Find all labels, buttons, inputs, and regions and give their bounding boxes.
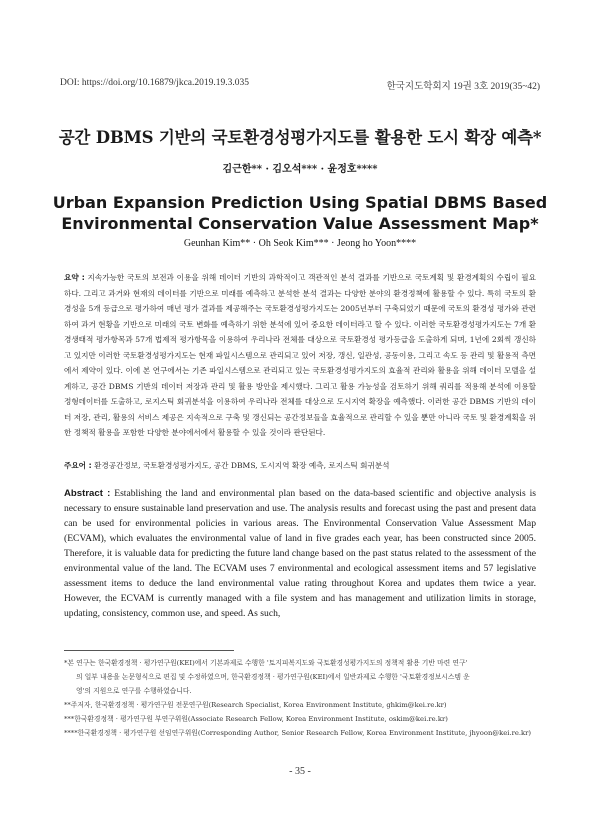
title-english-line-1: Urban Expansion Prediction Using Spatial DBMS Based [52, 193, 548, 212]
title-english-line-2: Environmental Conservation Value Assessment Map* [61, 214, 539, 233]
footnote-funding-line-2: 의 일부 내용을 논문형식으로 편집 및 수정하였으며, 한국환경정책 · 평가연구원(KEI)에서 일반과제로 수행한 '국토환경정보시스템 운 [76, 673, 470, 681]
title-korean: 공간 DBMS 기반의 국토환경성평가지도를 활용한 도시 확장 예측* [58, 128, 542, 147]
abstract-korean-text: 지속가능한 국토의 보전과 이용을 위해 데이터 기반의 과학적이고 객관적인 분석 결과를 기반으로 국토계획 및 환경계획의 수립이 필요하다. 그리고 과거와 현재의 데이터를 기반으로 미래를 예측하고 분석한 분석 결과는 다양한 분야의 환경정책에 활용할 수 있다. 특히 국토의 환경성을 5개 등급으로 평가하여 매년 평가 결과를 제공해주는 국토환경성평가지도는 2005년부터 구축되었기 때문에 국토의 환경성 평가와 관련하여 과거 현황을 기반으로 미래의 국토 변화를 예측하기 위한 분석에 있어 중요한 데이터라고 할 수 있다. 이러한 국토환경성평가지도는 7개 환경생태적 평가항목과 57개 법제적 평가항목을 이용하여 우리나라 전체를 대상으로 국토환경성 평가등급을 도출하게 되며, 1년에 2회씩 갱신하고 있지만 이러한 국토환경성평가지도는 현재 파일시스템으로 관리되고 있어 저장, 갱신, 일관성, 공동이용, 그리고 속도 등 관리 및 활용적 측면에서 제약이 있다. 이에 본 연구에서는 기존 파일시스템으로 관리되고 있는 국토환경성평가지도의 효율적 관리와 활용을 위해 데이터 모델을 설계하고, 공간 DBMS 기반의 데이터 저장과 관리 및 활용 방안을 제시했다. 그리고 활용 가능성을 검토하기 위해 쿼리를 적용해 분석에 이용할 정형데이터를 도출하고, 로지스틱 회귀분석을 이용하여 우리나라 전체를 대상으로 도시지역 확장을 예측했다. 이러한 공간 DBMS 기반의 데이터 저장, 관리, 활용의 서비스 제공은 지속적으로 구축 및 갱신되는 공간정보들을 효율적으로 관리할 수 있을 뿐만 아니라 국토 및 환경계획을 위한 정책적 활용을 포함한 다양한 분야에서에서 활용할 수 있을 것이라 판단된다. [64, 273, 536, 437]
footnotes [64, 656, 536, 740]
footnote-author-3: ****한국환경정책 · 평가연구원 선임연구위원(Corresponding Author, Senior Research Fellow, Korea Environment Institute, jhyoon@kei.re.kr) [64, 729, 532, 737]
footnote-author-2: ***한국환경정책 · 평가연구원 부연구위원(Associate Research Fellow, Korea Environment Institute, oskim@kei.re.kr) [64, 715, 448, 723]
abstract-korean-label: 요약 : [64, 273, 85, 282]
title-english [0, 192, 600, 234]
authors-korean: 김근한** · 김오석*** · 윤정호**** [222, 164, 378, 175]
footnote-divider [64, 650, 234, 651]
abstract-english-text: Establishing the land and environmental plan based on the data-based scientific and objective analysis is necessary to ensure sustainable land preservation and use. The analysis results and forecast using the past and present data can be used for environmental policies in various areas. The Environmental Conservation Value Assessment Map (ECVAM), which evaluates the environmental value of land in five grades each year, has been constructed since 2005. Therefore, it is valuable data for predicting the future land change based on the past status related to the assessment of the environmental value of the land. The ECVAM uses 7 environmental and ecological assessment items and 57 legislative assessment items to deduce the land environmental value rating throughout Korea and updates them twice a year. However, the ECVAM is currently managed with a file system and has management and utilization limits in storage, updating, consistency, common use, and speed. As such, [64, 488, 537, 619]
footnote-funding-line-1: *본 연구는 한국환경정책 · 평가연구원(KEI)에서 기본과제로 수행한 '토지피복지도와 국토환경성평가지도의 정책적 활용 기반 마련 연구' [64, 659, 468, 667]
page-number: - 35 - [289, 766, 311, 777]
abstract-english-label: Abstract : [64, 488, 111, 499]
abstract-english [64, 486, 536, 621]
doi-link[interactable]: DOI: https://doi.org/10.16879/jkca.2019.19.3.035 [60, 78, 250, 88]
footnote-author-1: **주저자, 한국환경정책 · 평가연구원 전문연구원(Research Specialist, Korea Environment Institute, ghkim@kei.re.kr) [64, 701, 447, 709]
keywords-text: 환경공간정보, 국토환경성평가지도, 공간 DBMS, 도시지역 확장 예측, 로지스틱 회귀분석 [91, 461, 390, 470]
journal-info: 한국지도학회지 19권 3호 2019(35~42) [386, 82, 540, 92]
authors-english: Geunhan Kim** · Oh Seok Kim*** · Jeong ho Yoon**** [183, 238, 417, 249]
keywords-korean [64, 458, 536, 473]
footnote-funding-line-3: 영'의 지원으로 연구를 수행하였습니다. [76, 687, 192, 695]
keywords-label: 주요어 : [64, 461, 92, 470]
header-meta [60, 78, 540, 92]
abstract-korean [64, 270, 536, 441]
